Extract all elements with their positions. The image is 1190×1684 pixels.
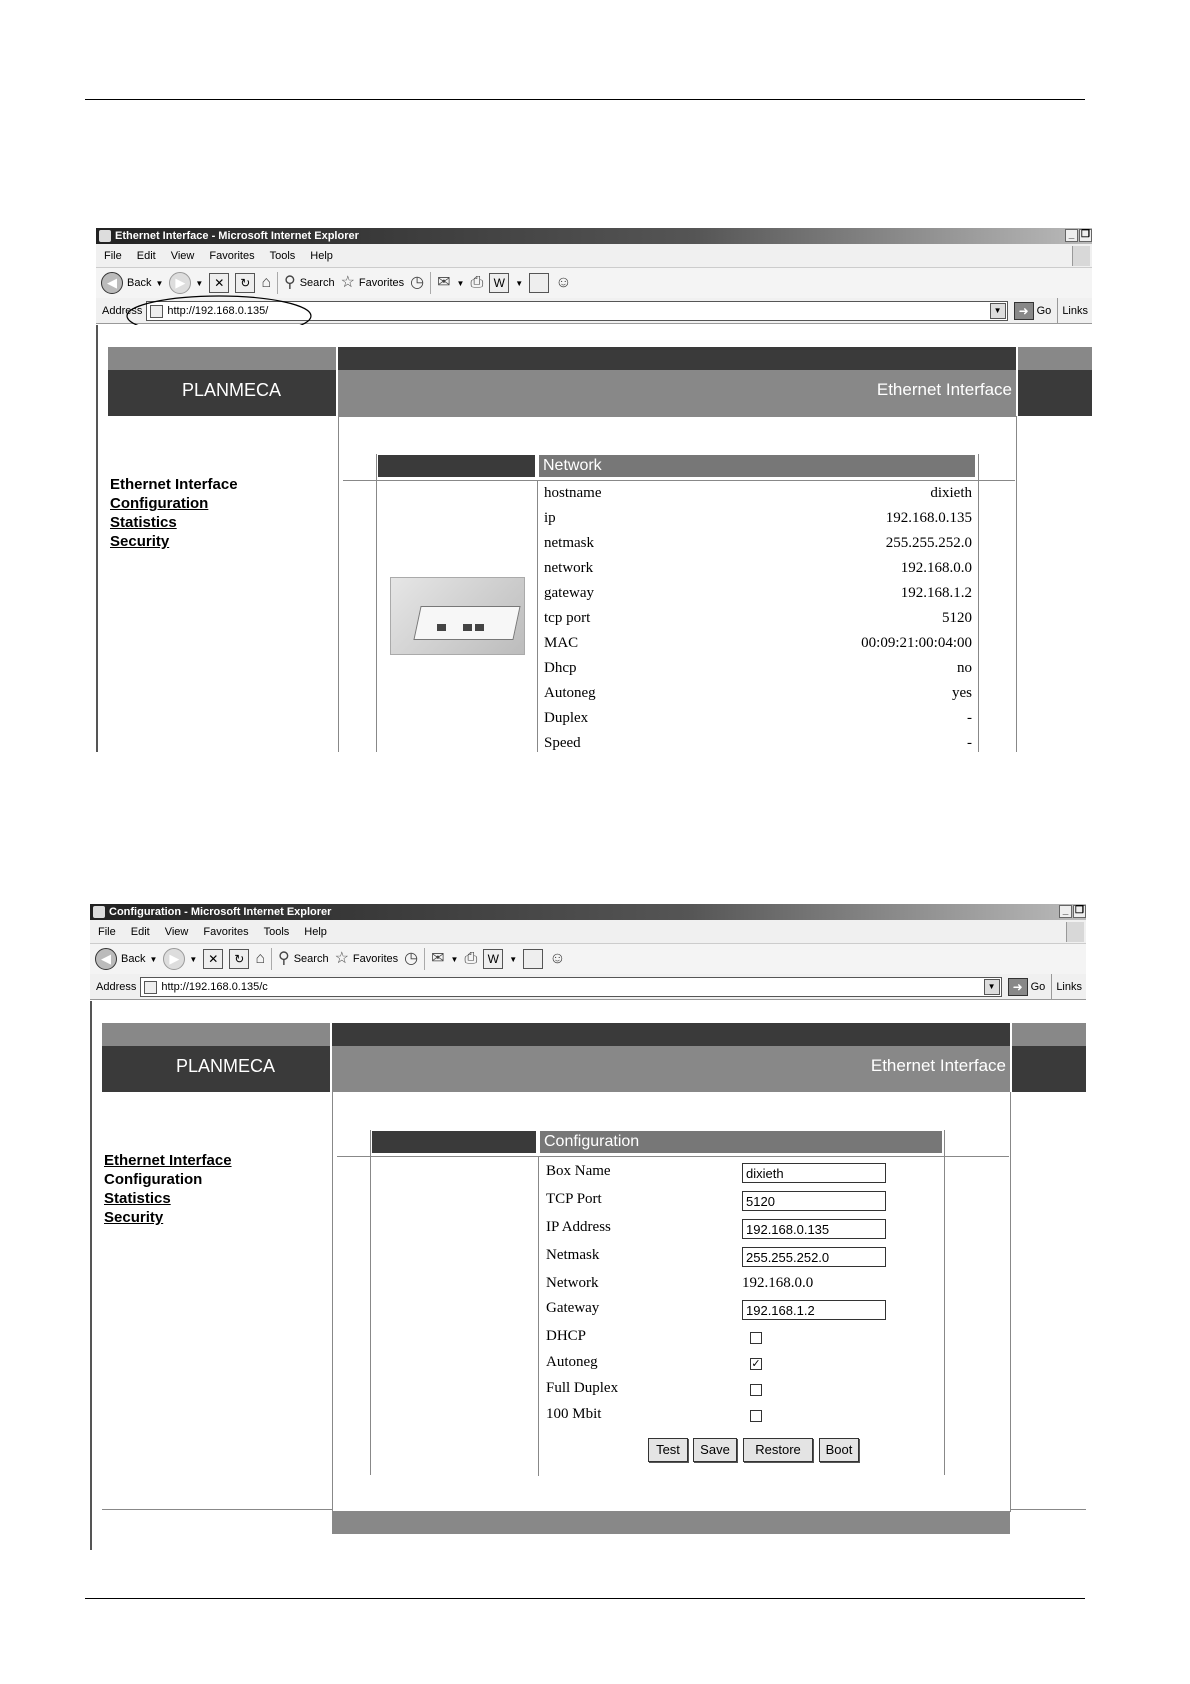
content-right-border (1016, 416, 1017, 752)
toolbar-separator (424, 948, 425, 970)
go-button[interactable] (1002, 978, 1052, 996)
100-mbit-label: 100 Mbit (546, 1406, 602, 1422)
row-value: - (967, 735, 972, 751)
form-row-dhcp (546, 1324, 942, 1352)
search-label: Search (293, 953, 329, 965)
side-nav (110, 475, 238, 551)
netmask-input[interactable] (742, 1247, 886, 1267)
menu-view[interactable]: View (164, 925, 189, 938)
ie-icon (99, 230, 111, 242)
form-row-tcp-port (546, 1187, 942, 1215)
address-label: Address (96, 980, 137, 993)
nav-link-statistics[interactable]: Statistics (104, 1190, 171, 1207)
menu-help[interactable]: Help (304, 925, 327, 938)
mail-dropdown-icon[interactable]: ▼ (450, 954, 459, 964)
page-viewport (96, 325, 1092, 752)
box-name-label: Box Name (546, 1163, 611, 1179)
toolbar (90, 944, 1086, 974)
section-title-network: Network (539, 455, 975, 477)
menu-help[interactable]: Help (310, 249, 333, 262)
right-edge-block (1018, 370, 1092, 416)
form-row-gateway (546, 1296, 942, 1324)
network-info-table (544, 481, 972, 752)
star-icon: ☆ (340, 274, 355, 291)
row-value: dixieth (930, 485, 972, 501)
back-button[interactable] (95, 948, 157, 970)
row-value: 255.255.252.0 (885, 535, 972, 551)
row-value: 192.168.0.135 (885, 510, 972, 526)
content-top-border (338, 416, 1016, 417)
title-bar (96, 228, 1092, 244)
table-row (544, 506, 972, 531)
messenger-icon[interactable]: ☺ (555, 274, 572, 291)
search-button[interactable] (278, 949, 329, 969)
refresh-icon[interactable]: ↻ (235, 273, 255, 293)
window-title: Ethernet Interface - Microsoft Internet Explorer (115, 230, 359, 242)
section-header-left (372, 1131, 536, 1153)
page-viewport (90, 1001, 1086, 1550)
brand-top-strip (108, 347, 336, 370)
checkmark-icon: ✓ (751, 1358, 761, 1370)
netmask-label: Netmask (546, 1247, 600, 1263)
table-mid-divider (537, 480, 538, 752)
brand-logo-text: PLANMECA (182, 380, 282, 400)
links-button[interactable]: Links (1057, 298, 1092, 323)
row-key: Autoneg (544, 685, 596, 701)
content-left-border (332, 1092, 333, 1512)
menu-bar (96, 244, 1092, 268)
row-value: - (967, 710, 972, 726)
search-label: Search (299, 277, 335, 289)
refresh-icon[interactable]: ↻ (229, 949, 249, 969)
table-row (544, 481, 972, 506)
device-port (437, 624, 446, 631)
back-arrow-icon: ◀ (95, 948, 117, 970)
table-row (544, 681, 972, 706)
address-url: http://192.168.0.135/ (167, 304, 269, 317)
brand-logo-text: PLANMECA (176, 1056, 276, 1076)
table-row (544, 606, 972, 631)
menu-tools[interactable]: Tools (269, 249, 296, 262)
gateway-label: Gateway (546, 1300, 600, 1316)
network-value: 192.168.0.0 (742, 1275, 814, 1291)
search-icon: ⚲ (283, 274, 296, 291)
mail-icon[interactable]: ✉ (437, 274, 451, 291)
footer-bar (332, 1511, 1010, 1534)
row-key: ip (544, 510, 556, 526)
right-edge-block (1012, 1046, 1086, 1092)
page-icon (144, 981, 157, 994)
row-key: hostname (544, 485, 602, 501)
row-key: Duplex (544, 710, 589, 726)
toolbar-separator (277, 272, 278, 294)
full-duplex-checkbox[interactable] (750, 1384, 762, 1396)
search-icon: ⚲ (277, 950, 290, 967)
full-duplex-label: Full Duplex (546, 1380, 619, 1396)
nav-link-security[interactable]: Security (110, 533, 170, 550)
back-arrow-icon: ◀ (101, 272, 123, 294)
nav-link-ethernet-interface[interactable]: Ethernet Interface (104, 1152, 232, 1169)
home-icon[interactable]: ⌂ (255, 950, 265, 967)
windows-logo-icon (1072, 246, 1090, 266)
table-left-border (376, 454, 377, 752)
box-name-input[interactable] (742, 1163, 886, 1183)
browser-window-ethernet-interface (96, 228, 1092, 752)
word-edit-icon[interactable]: W (489, 273, 509, 293)
go-arrow-icon: ➜ (1008, 978, 1028, 996)
table-right-border (944, 1130, 945, 1475)
row-value: no (957, 660, 972, 676)
right-edge-top (1012, 1023, 1086, 1046)
row-key: Speed (544, 735, 581, 751)
favorites-button[interactable] (341, 273, 405, 293)
restore-button[interactable]: ❐ (1073, 905, 1086, 918)
go-arrow-icon: ➜ (1014, 302, 1034, 320)
menu-tools[interactable]: Tools (263, 925, 290, 938)
back-dropdown-icon[interactable]: ▼ (149, 954, 158, 964)
nav-current-ethernet-interface: Ethernet Interface (110, 476, 238, 493)
messenger-icon[interactable]: ☺ (549, 950, 566, 967)
nav-link-statistics[interactable]: Statistics (110, 514, 177, 531)
restore-button[interactable]: Restore (743, 1438, 813, 1462)
go-label: Go (1030, 980, 1046, 993)
table-row (544, 731, 972, 752)
row-key: gateway (544, 585, 594, 601)
footer-rule-left (102, 1509, 332, 1510)
address-label: Address (102, 304, 143, 317)
table-row (544, 531, 972, 556)
menu-bar (90, 920, 1086, 944)
autoneg-checkbox[interactable] (750, 1358, 762, 1370)
menu-favorites[interactable]: Favorites (203, 925, 249, 938)
section-title-configuration: Configuration (540, 1131, 942, 1153)
row-value: yes (952, 685, 972, 701)
forward-button[interactable] (169, 272, 203, 294)
menu-edit[interactable]: Edit (136, 249, 156, 262)
mail-dropdown-icon[interactable]: ▼ (456, 278, 465, 288)
edit-dropdown-icon[interactable]: ▼ (509, 954, 518, 964)
forward-arrow-icon: ▶ (169, 272, 191, 294)
menu-favorites[interactable]: Favorites (209, 249, 255, 262)
star-icon: ☆ (334, 950, 349, 967)
table-left-border (370, 1130, 371, 1475)
toolbar-separator (271, 948, 272, 970)
row-value: 192.168.1.2 (900, 585, 972, 601)
go-label: Go (1036, 304, 1052, 317)
right-edge-top (1018, 347, 1092, 370)
links-button[interactable]: Links (1051, 974, 1086, 999)
search-button[interactable] (284, 273, 335, 293)
stop-icon[interactable]: ✕ (203, 949, 223, 969)
row-key: tcp port (544, 610, 591, 626)
device-photo (390, 577, 525, 655)
test-button[interactable]: Test (648, 1438, 688, 1462)
form-row-100-mbit (546, 1402, 942, 1430)
mail-icon[interactable]: ✉ (431, 950, 445, 967)
favorites-button[interactable] (335, 949, 399, 969)
word-edit-icon[interactable]: W (483, 949, 503, 969)
menu-file[interactable]: File (104, 249, 122, 262)
minimize-button[interactable]: _ (1065, 229, 1078, 242)
address-dropdown-icon[interactable]: ▼ (990, 303, 1006, 319)
page-top-rule (85, 99, 1085, 100)
minimize-button[interactable]: _ (1059, 905, 1072, 918)
address-url: http://192.168.0.135/c (161, 980, 268, 993)
row-key: MAC (544, 635, 579, 651)
address-dropdown-icon[interactable]: ▼ (984, 979, 1000, 995)
ip-address-input[interactable] (742, 1219, 886, 1239)
row-value: 00:09:21:00:04:00 (861, 635, 972, 651)
form-row-full-duplex (546, 1376, 942, 1404)
window-title: Configuration - Microsoft Internet Explorer (109, 906, 332, 918)
header-title: Ethernet Interface (876, 380, 1012, 399)
table-row (544, 631, 972, 656)
dhcp-label: DHCP (546, 1328, 587, 1344)
menu-file[interactable]: File (98, 925, 116, 938)
menu-view[interactable]: View (170, 249, 195, 262)
save-button[interactable]: Save (693, 1438, 737, 1462)
edit-dropdown-icon[interactable]: ▼ (515, 278, 524, 288)
brand-top-strip (102, 1023, 330, 1046)
forward-arrow-icon: ▶ (163, 948, 185, 970)
title-bar (90, 904, 1086, 920)
table-row (544, 706, 972, 731)
forward-dropdown-icon[interactable]: ▼ (195, 278, 204, 288)
network-label: Network (546, 1275, 599, 1291)
boot-button[interactable]: Boot (819, 1438, 859, 1462)
table-row (544, 556, 972, 581)
section-header-left (378, 455, 535, 477)
stop-icon[interactable]: ✕ (209, 273, 229, 293)
favorites-label: Favorites (352, 953, 399, 965)
nav-current-configuration: Configuration (104, 1171, 203, 1188)
tcp-port-label: TCP Port (546, 1191, 602, 1207)
form-row-netmask (546, 1243, 942, 1271)
row-value: 5120 (942, 610, 972, 626)
content-right-border (1010, 1092, 1011, 1512)
page-bottom-rule (85, 1598, 1085, 1599)
device-port (475, 624, 484, 631)
gateway-input[interactable] (742, 1300, 886, 1320)
back-dropdown-icon[interactable]: ▼ (155, 278, 164, 288)
content-left-border (338, 416, 339, 752)
configuration-form (546, 1159, 942, 1459)
history-icon[interactable]: ◷ (410, 274, 425, 291)
favorites-label: Favorites (358, 277, 405, 289)
table-right-border (978, 454, 979, 752)
forward-button[interactable] (163, 948, 197, 970)
device-port (463, 624, 472, 631)
print-icon[interactable]: ⎙ (470, 274, 484, 291)
device-body (413, 606, 520, 640)
side-nav (104, 1151, 232, 1227)
footer-rule-right (1010, 1509, 1086, 1510)
form-row-autoneg (546, 1350, 942, 1378)
go-button[interactable] (1008, 302, 1058, 320)
form-row-ip-address (546, 1215, 942, 1243)
header-title: Ethernet Interface (870, 1056, 1006, 1075)
dhcp-checkbox[interactable] (750, 1332, 762, 1344)
forward-dropdown-icon[interactable]: ▼ (189, 954, 198, 964)
form-row-network (546, 1271, 942, 1299)
toolbar-separator (430, 272, 431, 294)
ie-icon (93, 906, 105, 918)
history-icon[interactable]: ◷ (404, 950, 419, 967)
back-button[interactable] (101, 272, 163, 294)
restore-button[interactable]: ❐ (1079, 229, 1092, 242)
header-top-strip (332, 1023, 1010, 1046)
table-header-underline (337, 1156, 1009, 1157)
header-top-strip (338, 347, 1016, 370)
table-mid-divider (538, 1156, 539, 1476)
home-icon[interactable]: ⌂ (261, 274, 271, 291)
row-value: 192.168.0.0 (900, 560, 972, 576)
100-mbit-checkbox[interactable] (750, 1410, 762, 1422)
discuss-icon[interactable] (529, 273, 549, 293)
address-bar (90, 974, 1086, 1000)
back-label: Back (127, 277, 152, 289)
table-row (544, 656, 972, 681)
browser-window-configuration (90, 904, 1086, 1550)
row-key: Dhcp (544, 660, 577, 676)
address-input[interactable] (140, 977, 1001, 997)
print-icon[interactable]: ⎙ (464, 950, 478, 967)
back-label: Back (121, 953, 146, 965)
form-row-box-name (546, 1159, 942, 1187)
menu-edit[interactable]: Edit (130, 925, 150, 938)
table-row (544, 581, 972, 606)
row-key: netmask (544, 535, 594, 551)
windows-logo-icon (1066, 922, 1084, 942)
row-key: network (544, 560, 594, 576)
ip-address-label: IP Address (546, 1219, 611, 1235)
nav-link-security[interactable]: Security (104, 1209, 164, 1226)
discuss-icon[interactable] (523, 949, 543, 969)
autoneg-label: Autoneg (546, 1354, 598, 1370)
tcp-port-input[interactable] (742, 1191, 886, 1211)
nav-link-configuration[interactable]: Configuration (110, 495, 209, 512)
